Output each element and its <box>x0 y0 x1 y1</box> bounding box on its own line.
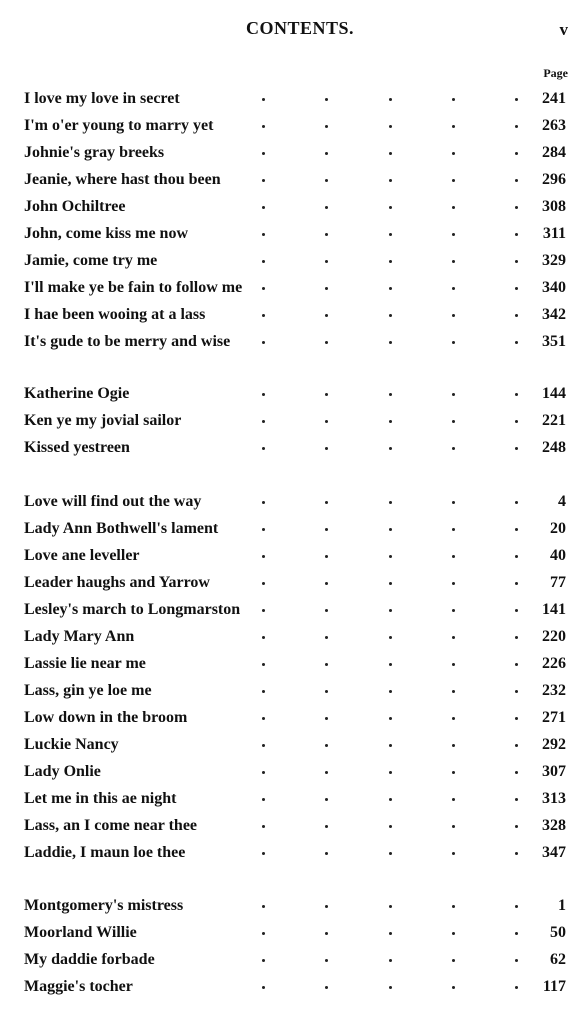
toc-entry-title: My daddie forbade <box>24 951 155 968</box>
leader-dot <box>452 825 455 828</box>
leader-dot <box>262 501 265 504</box>
leader-dot <box>262 744 265 747</box>
toc-entry <box>0 222 580 246</box>
toc-entry <box>0 114 580 138</box>
toc-entry-page: 307 <box>542 763 566 780</box>
leader-dot <box>389 636 392 639</box>
leader-dot <box>515 582 518 585</box>
toc-entry-title: Jeanie, where hast thou been <box>24 171 221 188</box>
leader-dot <box>325 609 328 612</box>
leader-dot <box>515 959 518 962</box>
leader-dot <box>389 98 392 101</box>
leader-dot <box>452 798 455 801</box>
leader-dot <box>325 798 328 801</box>
leader-dot <box>452 206 455 209</box>
leader-dot <box>515 206 518 209</box>
leader-dot <box>452 609 455 612</box>
toc-entry <box>0 760 580 784</box>
toc-entry <box>0 544 580 568</box>
toc-entry-page: 221 <box>542 412 566 429</box>
leader-dot <box>515 287 518 290</box>
toc-entry-title: Johnie's gray breeks <box>24 144 165 161</box>
toc-entry <box>0 598 580 622</box>
toc-entry-page: 40 <box>550 547 566 564</box>
toc-entry <box>0 894 580 918</box>
toc-entry-title: Lass, gin ye loe me <box>24 682 152 699</box>
toc-entry <box>0 141 580 165</box>
leader-dot <box>389 152 392 155</box>
leader-dot <box>262 206 265 209</box>
leader-dot <box>515 986 518 989</box>
leader-dot <box>262 152 265 155</box>
leader-dot <box>389 341 392 344</box>
leader-dot <box>325 825 328 828</box>
leader-dot <box>515 260 518 263</box>
leader-dot <box>262 986 265 989</box>
toc-entry <box>0 706 580 730</box>
leader-dot <box>325 287 328 290</box>
toc-entry-page: 328 <box>542 817 566 834</box>
toc-entry <box>0 517 580 541</box>
leader-dot <box>515 341 518 344</box>
leader-dot <box>452 852 455 855</box>
toc-entry-title: Kissed yestreen <box>24 439 130 456</box>
toc-entry-title: Love will find out the way <box>24 493 202 510</box>
leader-dot <box>389 717 392 720</box>
leader-dot <box>262 314 265 317</box>
toc-entry <box>0 625 580 649</box>
toc-entry <box>0 921 580 945</box>
leader-dot <box>389 663 392 666</box>
toc-entry-page: 144 <box>542 385 566 402</box>
leader-dot <box>452 501 455 504</box>
leader-dot <box>262 447 265 450</box>
leader-dot <box>389 932 392 935</box>
leader-dot <box>452 582 455 585</box>
leader-dot <box>262 179 265 182</box>
leader-dot <box>452 986 455 989</box>
leader-dot <box>325 986 328 989</box>
toc-entry-page: 351 <box>542 333 566 350</box>
toc-entry-page: 77 <box>550 574 566 591</box>
leader-dot <box>515 233 518 236</box>
toc-entry <box>0 490 580 514</box>
leader-dot <box>325 233 328 236</box>
toc-entry-page: 347 <box>542 844 566 861</box>
leader-dot <box>515 179 518 182</box>
leader-dot <box>389 959 392 962</box>
toc-entry-title: Laddie, I maun loe thee <box>24 844 186 861</box>
leader-dot <box>515 152 518 155</box>
toc-entry-title: Lassie lie near me <box>24 655 146 672</box>
leader-dot <box>515 744 518 747</box>
toc-entry-title: Let me in this ae night <box>24 790 177 807</box>
leader-dot <box>389 852 392 855</box>
leader-dot <box>325 152 328 155</box>
leader-dot <box>515 501 518 504</box>
leader-dot <box>515 798 518 801</box>
leader-dot <box>262 852 265 855</box>
leader-dot <box>262 959 265 962</box>
toc-entry <box>0 841 580 865</box>
toc-entry-page: 141 <box>542 601 566 618</box>
toc-entry-title: Lesley's march to Longmarston <box>24 601 241 618</box>
leader-dot <box>262 905 265 908</box>
toc-entry-page: 271 <box>542 709 566 726</box>
leader-dot <box>262 287 265 290</box>
leader-dot <box>325 341 328 344</box>
leader-dot <box>515 393 518 396</box>
leader-dot <box>262 690 265 693</box>
toc-entry <box>0 733 580 757</box>
toc-entry-page: 62 <box>550 951 566 968</box>
leader-dot <box>389 744 392 747</box>
leader-dot <box>389 447 392 450</box>
toc-entry-title: John Ochiltree <box>24 198 126 215</box>
toc-entry <box>0 276 580 300</box>
leader-dot <box>515 528 518 531</box>
toc-entry-title: I'm o'er young to marry yet <box>24 117 214 134</box>
toc-entry-title: I'll make ye be fain to follow me <box>24 279 243 296</box>
leader-dot <box>325 852 328 855</box>
toc-entry-title: It's gude to be merry and wise <box>24 333 231 350</box>
toc-entry-page: 117 <box>542 978 566 995</box>
leader-dot <box>325 314 328 317</box>
toc-entry-page: 50 <box>550 924 566 941</box>
leader-dot <box>262 528 265 531</box>
leader-dot <box>389 528 392 531</box>
toc-entry-title: Leader haughs and Yarrow <box>24 574 210 591</box>
leader-dot <box>452 341 455 344</box>
leader-dot <box>452 663 455 666</box>
toc-entry <box>0 787 580 811</box>
leader-dot <box>452 314 455 317</box>
leader-dot <box>515 932 518 935</box>
toc-entry-page: 311 <box>542 225 566 242</box>
toc-entry <box>0 168 580 192</box>
leader-dot <box>325 447 328 450</box>
leader-dot <box>389 233 392 236</box>
leader-dot <box>452 771 455 774</box>
toc-entry <box>0 571 580 595</box>
leader-dot <box>389 206 392 209</box>
leader-dot <box>515 314 518 317</box>
leader-dot <box>262 932 265 935</box>
leader-dot <box>262 636 265 639</box>
leader-dot <box>452 690 455 693</box>
toc-entry-title: Lady Mary Ann <box>24 628 135 645</box>
toc-entry <box>0 975 580 999</box>
leader-dot <box>262 125 265 128</box>
toc-entry <box>0 382 580 406</box>
leader-dot <box>262 825 265 828</box>
leader-dot <box>325 959 328 962</box>
leader-dot <box>452 393 455 396</box>
leader-dot <box>325 260 328 263</box>
leader-dot <box>515 771 518 774</box>
toc-entry-title: I hae been wooing at a lass <box>24 306 206 323</box>
leader-dot <box>452 932 455 935</box>
leader-dot <box>389 609 392 612</box>
leader-dot <box>515 690 518 693</box>
leader-dot <box>325 663 328 666</box>
page-column-label: Page <box>543 66 568 80</box>
toc-entry-title: Low down in the broom <box>24 709 188 726</box>
leader-dot <box>389 986 392 989</box>
toc-entry-title: Luckie Nancy <box>24 736 119 753</box>
leader-dot <box>262 798 265 801</box>
leader-dot <box>325 555 328 558</box>
leader-dot <box>515 852 518 855</box>
toc-entry-title: Montgomery's mistress <box>24 897 184 914</box>
leader-dot <box>452 98 455 101</box>
leader-dot <box>389 125 392 128</box>
toc-entry-page: 340 <box>542 279 566 296</box>
toc-entry-title: John, come kiss me now <box>24 225 189 242</box>
leader-dot <box>262 717 265 720</box>
leader-dot <box>452 744 455 747</box>
leader-dot <box>452 152 455 155</box>
toc-entry-page: 1 <box>558 897 566 914</box>
leader-dot <box>325 501 328 504</box>
toc-entry-page: 263 <box>542 117 566 134</box>
toc-entry-page: 292 <box>542 736 566 753</box>
leader-dot <box>452 287 455 290</box>
leader-dot <box>515 905 518 908</box>
leader-dot <box>389 287 392 290</box>
leader-dot <box>262 609 265 612</box>
leader-dot <box>452 125 455 128</box>
leader-dot <box>325 179 328 182</box>
toc-entry-title: Katherine Ogie <box>24 385 130 402</box>
toc-entry-title: Maggie's tocher <box>24 978 133 995</box>
leader-dot <box>389 690 392 693</box>
toc-entry-page: 220 <box>542 628 566 645</box>
leader-dot <box>515 636 518 639</box>
toc-entry-page: 313 <box>542 790 566 807</box>
toc-entry-page: 296 <box>542 171 566 188</box>
toc-entry-title: Jamie, come try me <box>24 252 158 269</box>
leader-dot <box>389 260 392 263</box>
leader-dot <box>389 825 392 828</box>
toc-entry-page: 226 <box>542 655 566 672</box>
leader-dot <box>515 609 518 612</box>
leader-dot <box>389 905 392 908</box>
leader-dot <box>452 233 455 236</box>
leader-dot <box>452 420 455 423</box>
leader-dot <box>325 98 328 101</box>
leader-dot <box>389 798 392 801</box>
leader-dot <box>325 393 328 396</box>
leader-dot <box>452 528 455 531</box>
toc-entry <box>0 948 580 972</box>
leader-dot <box>389 393 392 396</box>
leader-dot <box>515 825 518 828</box>
toc-entry-title: Lass, an I come near thee <box>24 817 198 834</box>
leader-dot <box>262 341 265 344</box>
leader-dot <box>262 663 265 666</box>
toc-entry-page: 308 <box>542 198 566 215</box>
leader-dot <box>325 125 328 128</box>
toc-entry-page: 4 <box>558 493 566 510</box>
toc-entry-page: 284 <box>542 144 566 161</box>
leader-dot <box>262 582 265 585</box>
leader-dot <box>389 179 392 182</box>
leader-dot <box>262 420 265 423</box>
leader-dot <box>325 420 328 423</box>
leader-dot <box>515 663 518 666</box>
toc-entry-title: I love my love in secret <box>24 90 180 107</box>
leader-dot <box>325 717 328 720</box>
toc-entry-page: 329 <box>542 252 566 269</box>
leader-dot <box>389 420 392 423</box>
page-number: v <box>559 20 568 39</box>
leader-dot <box>262 555 265 558</box>
toc-entry-title: Lady Onlie <box>24 763 101 780</box>
leader-dot <box>262 260 265 263</box>
leader-dot <box>325 932 328 935</box>
toc-entry-page: 232 <box>542 682 566 699</box>
leader-dot <box>262 771 265 774</box>
toc-entry <box>0 249 580 273</box>
leader-dot <box>515 125 518 128</box>
page-title: CONTENTS. <box>245 18 355 38</box>
leader-dot <box>452 905 455 908</box>
toc-entry <box>0 195 580 219</box>
toc-entry-page: 342 <box>542 306 566 323</box>
leader-dot <box>452 179 455 182</box>
leader-dot <box>389 501 392 504</box>
toc-entry <box>0 409 580 433</box>
leader-dot <box>262 98 265 101</box>
leader-dot <box>515 98 518 101</box>
leader-dot <box>515 447 518 450</box>
leader-dot <box>389 555 392 558</box>
leader-dot <box>325 582 328 585</box>
leader-dot <box>389 771 392 774</box>
leader-dot <box>452 959 455 962</box>
leader-dot <box>389 582 392 585</box>
leader-dot <box>515 555 518 558</box>
toc-entry <box>0 330 580 354</box>
toc-entry <box>0 303 580 327</box>
leader-dot <box>452 717 455 720</box>
leader-dot <box>515 717 518 720</box>
toc-entry-page: 20 <box>550 520 566 537</box>
leader-dot <box>262 393 265 396</box>
toc-entry-title: Moorland Willie <box>24 924 137 941</box>
toc-entry-title: Ken ye my jovial sailor <box>24 412 182 429</box>
leader-dot <box>452 555 455 558</box>
leader-dot <box>262 233 265 236</box>
toc-entry <box>0 814 580 838</box>
toc-entry-title: Love ane leveller <box>24 547 140 564</box>
leader-dot <box>325 690 328 693</box>
toc-entry-page: 241 <box>542 90 566 107</box>
leader-dot <box>452 260 455 263</box>
toc-entry-page: 248 <box>542 439 566 456</box>
toc-entry <box>0 652 580 676</box>
leader-dot <box>325 528 328 531</box>
toc-entry-title: Lady Ann Bothwell's lament <box>24 520 219 537</box>
leader-dot <box>325 905 328 908</box>
leader-dot <box>325 744 328 747</box>
leader-dot <box>389 314 392 317</box>
toc-entry <box>0 679 580 703</box>
leader-dot <box>452 447 455 450</box>
toc-entry <box>0 436 580 460</box>
leader-dot <box>325 771 328 774</box>
leader-dot <box>325 206 328 209</box>
leader-dot <box>515 420 518 423</box>
leader-dot <box>325 636 328 639</box>
toc-entry <box>0 87 580 111</box>
leader-dot <box>452 636 455 639</box>
